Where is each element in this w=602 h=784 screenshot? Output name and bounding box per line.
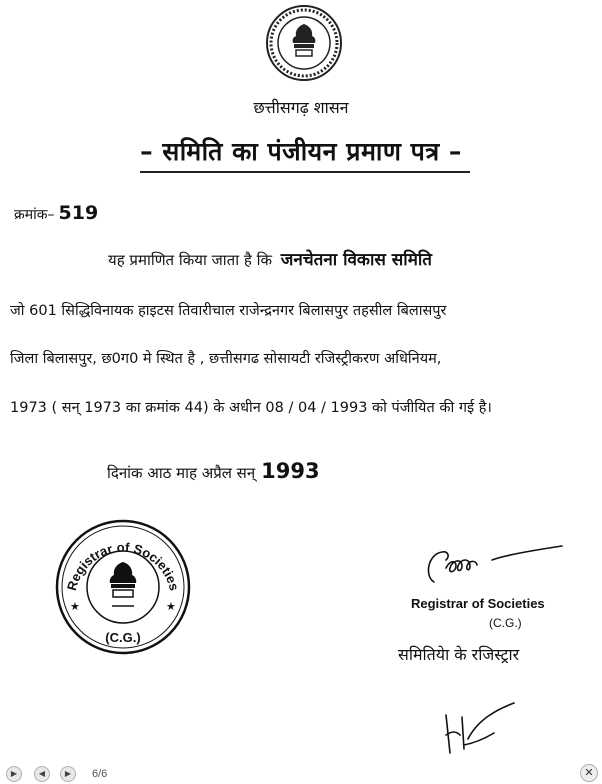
certify-statement [108,247,432,270]
close-icon[interactable]: ✕ [580,764,598,782]
registrar-signature [420,538,590,598]
serial-number: 519 [58,202,99,224]
viewer-toolbar [0,762,602,784]
issue-year: 1993 [261,459,320,483]
certify-prefix: यह प्रमाणित किया जाता है कि [108,251,272,269]
next-icon[interactable]: ▶ [60,766,76,782]
body-line-1: जो 601 सिद्धिविनायक हाइटस तिवारीचाल राजेन्द्रनगर बिलासपुर तहसील बिलासपुर [10,303,447,319]
date-text: दिनांक आठ माह अप्रैल सन् [107,464,256,482]
government-name: छत्तीसगढ़ शासन [253,98,349,117]
registrar-seal [54,518,192,656]
body-line-2: जिला बिलासपुर, छ0ग0 मे स्थित है , छत्तीसगढ सोसायटी रजिस्ट्रीकरण अधिनियम, [10,351,442,367]
registrar-title-en: Registrar of Societies [411,596,545,611]
svg-text:(C.G.): (C.G.) [105,630,141,645]
state-emblem-icon [265,4,343,82]
page-count: 6/6 [92,768,108,780]
initials-mark [440,695,520,760]
society-name: जनचेतना विकास समिति [280,250,432,270]
title-underline [140,171,470,173]
previous-icon[interactable]: ◀ [34,766,50,782]
certificate-title: – समिति का पंजीयन प्रमाण पत्र – [140,137,462,166]
body-line-3: 1973 ( सन् 1973 का क्रमांक 44) के अधीन 08 / 04 / 1993 को पंजीयित की गई है। [10,400,492,416]
serial-number-row [14,202,98,224]
registrar-title-hi: समितियेा के रजिस्ट्रार [398,645,520,664]
svg-text:Registrar of Societies: Registrar of Societies [63,539,183,593]
issue-date [107,459,320,483]
svg-text:★: ★ [70,600,80,613]
serial-label: क्रमांक– [14,207,55,223]
play-icon[interactable]: ▶ [6,766,22,782]
registrar-state: (C.G.) [489,616,522,630]
svg-text:★: ★ [166,600,176,613]
